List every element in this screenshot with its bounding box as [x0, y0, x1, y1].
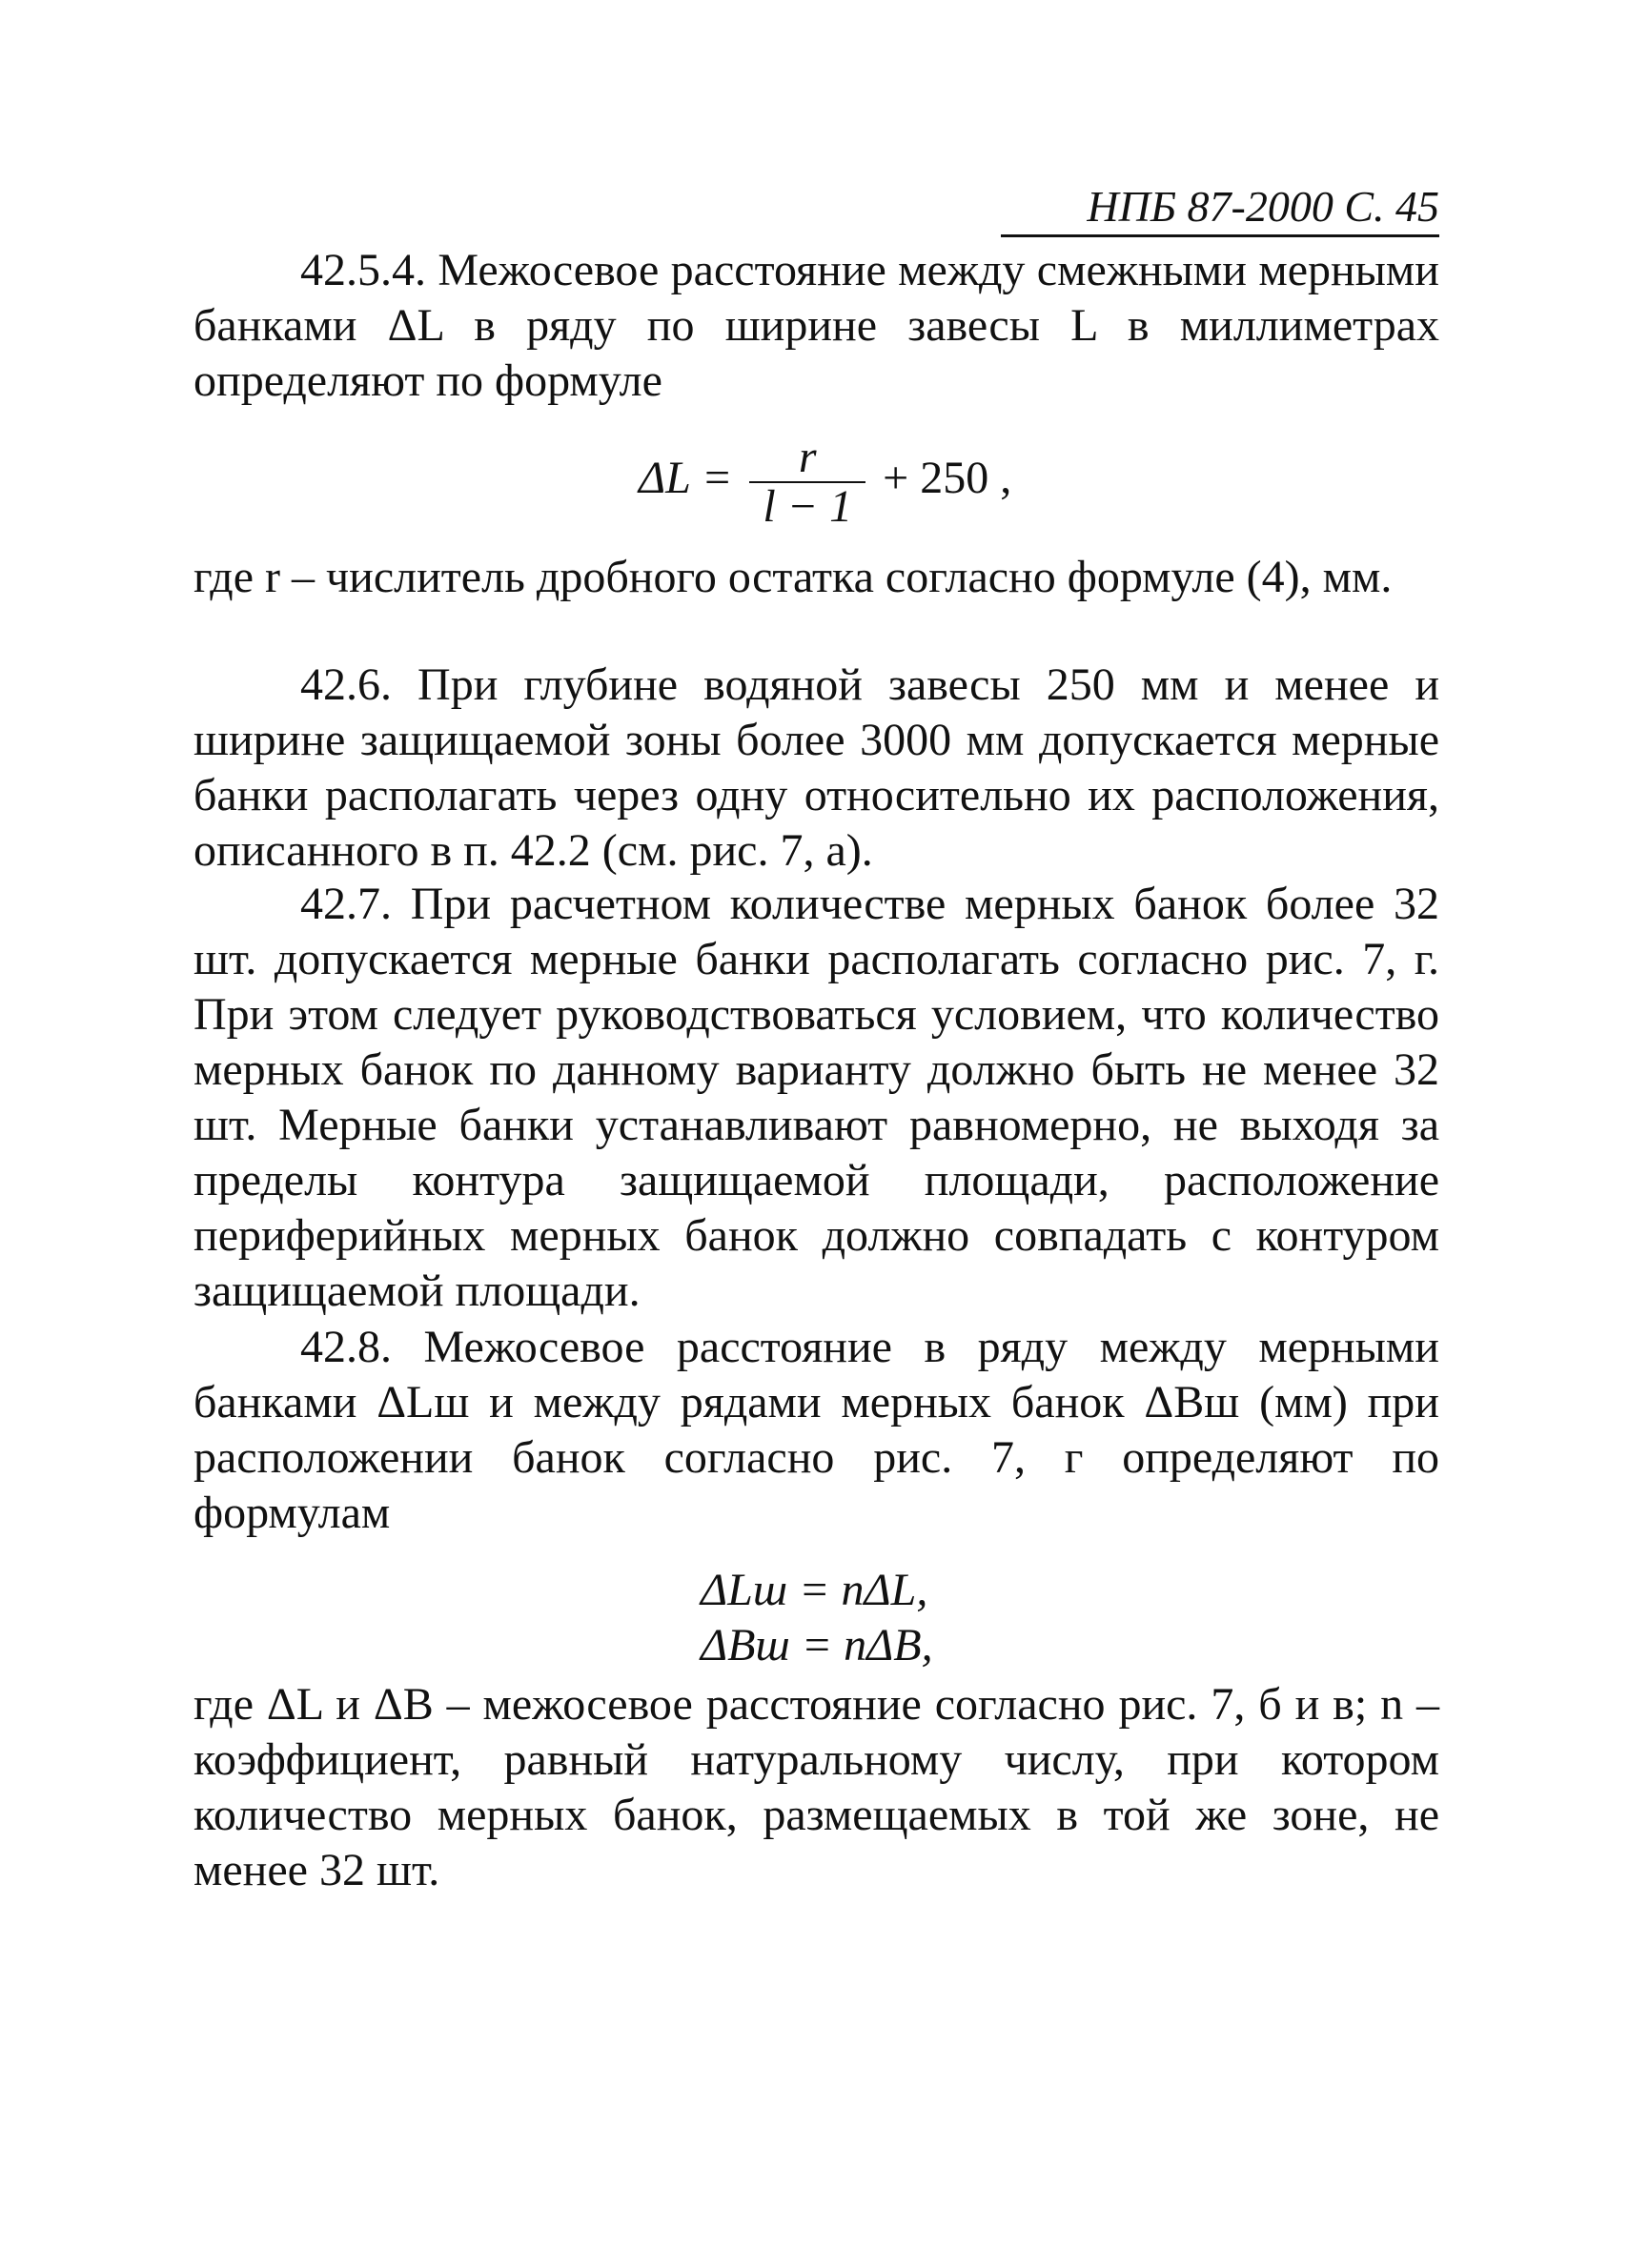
formula-numerator: r: [749, 434, 865, 483]
formula-delta-l-sh: ΔLш = nΔL,: [701, 1565, 928, 1615]
paragraph-42-7: 42.7. При расчетном количестве мерных банок более 32 шт. допускается мерные банки располагать согласно рис. 7, г. При этом следует руководствоваться условием, что количество мерных банок по данному варианту должно быть не менее 32 шт. Мерные банки устанавливают равномерно, не выходя за пределы контура защищаемой площади, расположение периферийных мерных банок должно совпадать с контуром защищаемой площади.: [193, 879, 1439, 1316]
formula-fraction: [749, 434, 865, 531]
formula-rhs: + 250 ,: [883, 453, 1012, 504]
paragraph-42-6: 42.6. При глубине водяной завесы 250 мм и менее и ширине защищаемой зоны более 3000 мм допускается мерные банки располагать через одну относительно их расположения, описанного в п. 42.2 (см. рис. 7, а).: [193, 659, 1439, 876]
paragraph-42-8: 42.8. Межосевое расстояние в ряду между мерными банками ΔLш и между рядами мерных банок ΔBш (мм) при расположении банок согласно рис. 7, г определяют по формулам: [193, 1322, 1439, 1538]
paragraph-42-5-4: 42.5.4. Межосевое расстояние между смежными мерными банками ΔL в ряду по ширине завесы L в миллиметрах определяют по формуле: [193, 245, 1439, 406]
formula-delta-b-sh: ΔBш = nΔB,: [701, 1620, 933, 1671]
formula-lhs: ΔL =: [639, 453, 733, 504]
paragraph-where-r: где r – числитель дробного остатка согласно формуле (4), мм.: [193, 552, 1393, 602]
formula-delta-l: [639, 434, 1011, 531]
formula-denominator: l − 1: [763, 481, 853, 532]
page-header: НПБ 87-2000 С. 45: [1001, 181, 1439, 237]
paragraph-where-delta: где ΔL и ΔB – межосевое расстояние согласно рис. 7, б и в; n – коэффициент, равный натуральному числу, при котором количество мерных банок, размещаемых в той же зоне, не менее 32 шт.: [193, 1679, 1439, 1895]
